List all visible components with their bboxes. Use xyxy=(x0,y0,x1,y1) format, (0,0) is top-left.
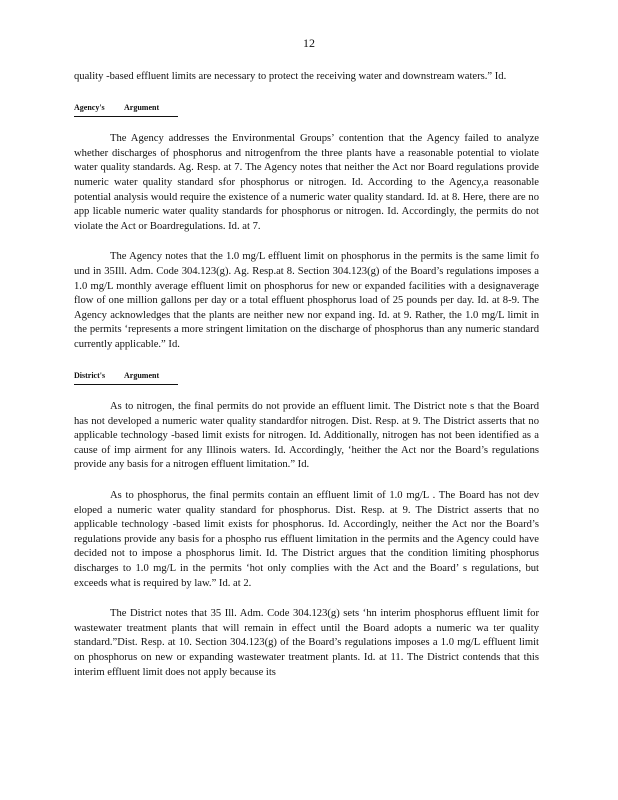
paragraph-district-nitrogen: As to nitrogen, the final permits do not provide an effluent limit. The District note s that the Board has not developed a numeric water quality standardfor nitrogen. Dist. Resp. at 9. The District asserts that no applicable technology -based limit exists for nitrogen. Id. Additionally, nitrogen has not been identified as a cause of imp airment for any Illinois waters. Id. Accordingly, ‘heither the Act nor the Board’s regulations provide any basis for a nitrogen effluent limitation.” Id. xyxy=(74,401,539,471)
heading-first-word: Agency's xyxy=(74,102,105,112)
section-heading-agency-argument xyxy=(74,101,178,118)
page-number: 12 xyxy=(303,36,315,50)
paragraph-district-interim-limit: The District notes that 35 Ill. Adm. Code 304.123(g) sets ‘hn interim phosphorus effluent limit for wastewater treatment plants that will remain in effect until the Board adopts a numeric wa ter quality standard.”Dist. Resp. at 10. Section 304.123(g) of the Board’s regulations imposes a 1.0 mg/L effluent limit on phosphorus on new or expanding wastewater treatment plants. Id. at 11. The District contends that this interim effluent limit does not apply because its xyxy=(74,608,539,678)
paragraph-agency-phosphorus-limit: The Agency notes that the 1.0 mg/L effluent limit on phosphorus in the permits is the same limit fo und in 35Ill. Adm. Code 304.123(g). Ag. Resp.at 8. Section 304.123(g) of the Board’s regulations imposes a 1.0 mg/L monthly average effluent limit on phosphorus for new or expanded facilities with a designaverage flow of one million gallons per day or a total effluent phosphorus load of 25 pounds per day. Id. at 8-9. The Agency acknowledges that the plants are neither new nor expand ing. Id. at 9. Rather, the 1.0 mg/L limit in the permits ‘represents a more stringent limitation on the discharge of phosphorus than any numeric standard currently applicable.” Id. xyxy=(74,251,539,350)
heading-second-word: Argument xyxy=(124,370,160,380)
heading-first-word: District's xyxy=(74,370,106,380)
paragraph-district-phosphorus: As to phosphorus, the final permits contain an effluent limit of 1.0 mg/L . The Board has not dev eloped a numeric water quality standard for phosphorus. Dist. Resp. at 9. The District asserts that no applicable technology -based limit exists for phosphorus. Id. Accordingly, neither the Act nor the Board’s regulations provide any basis for a phospho rus effluent limitation in the permits and the Agency could have decided not to impose a phosphorus limit. Id. The District argues that the condition limiting phosphorus discharges to 1.0 mg/L in the permits ‘hot only complies with the Act and the Board’ s regulations, but exceeds what is required by law.” Id. at 2. xyxy=(74,490,539,589)
section-heading-district-argument xyxy=(74,369,178,386)
paragraph-continuation: quality -based effluent limits are necessary to protect the receiving water and downstream waters.” Id. xyxy=(74,71,507,82)
document-body xyxy=(74,70,539,680)
paragraph-agency-reasonable-potential: The Agency addresses the Environmental Groups’ contention that the Agency failed to analyze whether discharges of phosphorus and nitrogenfrom the three plants have a reasonable potential to violate water quality standards. Ag. Resp. at 7. The Agency notes that neither the Act nor Board regulations provide numeric water quality standard sfor phosphorus or nitrogen. Id. According to the Agency,a reasonable potential analysis would require the existence of a numeric water quality standard. Id. at 8. Here, there are no app licable numeric water quality standards for phosphorus or nitrogen. Id. Accordingly, the permits do not violate the Act or Boardregulations. Id. at 7. xyxy=(74,133,539,232)
heading-second-word: Argument xyxy=(124,102,160,112)
